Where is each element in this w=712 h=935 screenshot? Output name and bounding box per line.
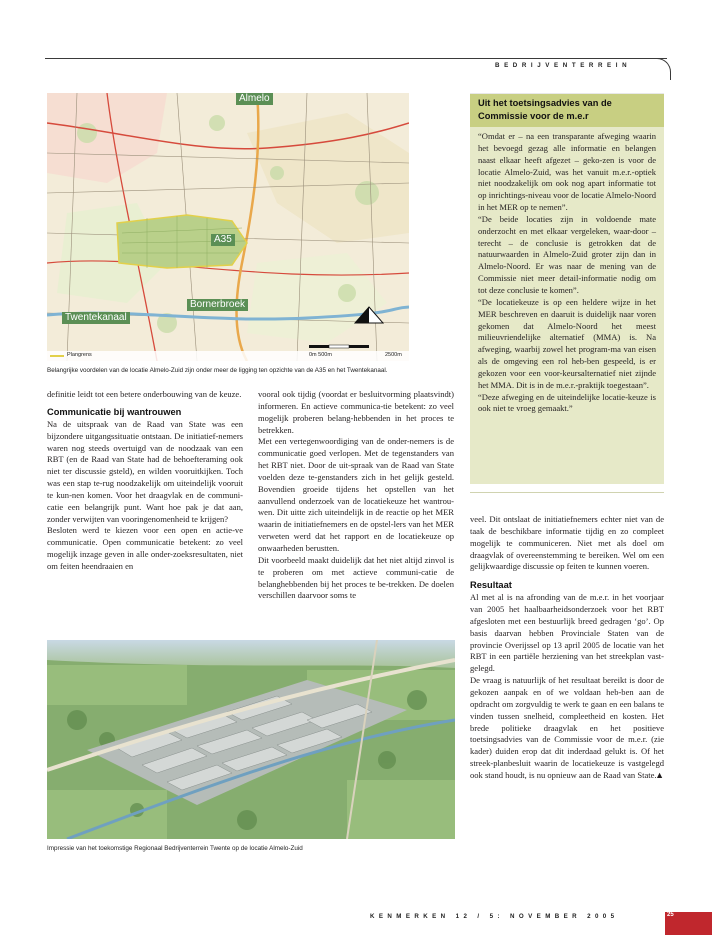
aerial-impression-image [47,640,455,839]
col1-para-3: Besloten werd te kiezen voor een open en actie-ve communicatie. Open communicatie betekent: zo veel mogelijk inzage geven in alle onder-zoeksresultaten, niet om feiten heendraaien en [47,525,243,571]
footer-issue: KENMERKEN 12 / 5: NOVEMBER 2005 [370,913,619,920]
column-3 [470,514,664,782]
col3-para-3: De vraag is natuurlijk of het resultaat bereikt is door de gekozen aanpak en of we voldaan heb-ben aan de opdracht om zorgvuldig te werk te gaan en een balans te vinden tussen snelheid, compleetheid en kosten. Het brede politieke draagvlak en het positieve toetsingsadvies van de Commissie voor de m.e.r. (zie kader) duiden erop dat dit inderdaad gelukt is. Of het streek-planbesluit waarin de locatiekeuze is vastgelegd ook stand houdt, is nu opnieuw aan de Raad van State. [470,675,664,780]
sidebar-quote-4: “Deze afweging en de uiteindelijke locatie-keuze is ook niet te vroeg gemaakt.” [478,391,656,414]
aerial-graphic [47,640,455,839]
column-2 [258,389,454,602]
col2-para-3: Dit voorbeeld maakt duidelijk dat het niet altijd zinvol is te proberen om met actieve communi-catie de belanghebbenden bij het proces te be-trekken. De doelen verschillen daarvoor soms te [258,554,454,601]
col3-para-2: Al met al is na afronding van de m.e.r. in het voorjaar van 2005 het haalbaarheidsonderzoek voor het RBT afgesloten met een bestuurlijk breed gedragen ‘go’. Op basis daarvan hebben Provinciale Staten van de provincie Overijssel op 13 april 2005 de locatie van het RBT in een partiële herziening van het streekplan vast-gelegd. [470,592,664,674]
page-number: 25 [667,912,674,918]
sidebar-body [478,131,656,415]
section-label: BEDRIJVENTERREIN [495,62,632,69]
plangrens-swatch [50,355,64,357]
sidebar-box [470,93,664,484]
location-map [47,93,409,361]
sidebar-footer-rule [470,484,664,493]
aerial-caption: Impressie van het toekomstige Regionaal Bedrijventerrein Twente op de locatie Almelo-Zuid [47,845,303,852]
col2-para-2: Met een vertegenwoordiging van de onder-nemers is de communicatie goed verlopen. Met de tegenstanders van het RBT niet. Door de uit-spraak van de Raad van State voelden deze te-genstanders zich in het gelijk gesteld. Bovendien groeide tijdens het opstellen van het aanvullend onderzoek van de locatiekeuze het wantrou-wen. Dit uitte zich uiteindelijk in de reactie op het MER waarin de initiatiefnemers en de opstel-lers van het MER verweten werd dat het rapport en de locatiekeuze op onwaarheden berustten. [258,436,454,553]
end-triangle-icon: ▲ [655,769,664,780]
heading-resultaat: Resultaat [470,580,512,591]
sidebar-title: Uit het toetsingsadvies van de Commissie voor de m.e.r [478,98,612,121]
top-rule [45,58,667,59]
scale-start-label: 0m 500m [309,352,332,358]
map-label-twentekanaal: Twentekanaal [62,312,130,324]
scale-end-label: 2500m [385,352,402,358]
sidebar-quote-1: “Omdat er – na een transparante afweging waarin het bevoegd gezag alle informatie en belangen naast elkaar heeft afgezet – geko-zen is voor de locatie Almelo-Zuid, was het vanuit m.e.r.-optiek niet noodzakelijk om ook nog apart informatie tot op inrichtings-niveau voor de locatie Almelo-Noord in het MER op te nemen”. [478,131,656,213]
sidebar-quote-2: “De beide locaties zijn in voldoende mate onderzocht en met elkaar vergeleken, waar-door – terecht – de conclusie is getrokken dat de natuurwaarden in Almelo-Zuid groter zijn dan in Almelo-Noord. Er was naar de mening van de Commissie niet meer detail-informatie nodig om tot deze conclusie te komen”. [478,213,656,295]
page-number-box [665,912,712,935]
map-caption: Belangrijke voordelen van de locatie Almelo-Zuid zijn onder meer de ligging ten opzichte van de A35 en het Twentekanaal. [47,367,388,374]
col2-para-1: vooral ook tijdig (voordat er besluitvorming plaatsvindt) informeren. En actieve communica-tie betekent: zo veel mogelijk proberen belang-hebbenden in het proces te betrekken. [258,389,454,435]
map-legend [47,351,409,361]
plangrens-label: Plangrens [67,352,92,358]
sidebar-quote-3: “De locatiekeuze is op een heldere wijze in het MER beschreven en daaruit is duidelijk naar voren gekomen dat Almelo-Noord het meest milieuvriendelijke alternatief (MMA) is. Na afweging, waarbij zowel het program-ma van eisen als de omgeving een rol heb-ben gespeeld, is er gekozen voor een voor-keursalternatief niet zijnde het MMA. Dit is in de m.e.r.-praktijk toegestaan”. [478,296,656,390]
map-label-bornerbroek: Bornerbroek [187,299,248,311]
map-label-almelo: Almelo [236,93,273,105]
heading-communicatie: Communicatie bij wantrouwen [47,406,182,417]
sidebar-header [470,93,664,127]
map-label-a35: A35 [211,234,235,246]
column-1 [47,389,243,573]
col3-para-1: veel. Dit ontslaat de initiatiefnemers echter niet van de taak de beschikbare informatie tijdig en zo compleet mogelijk te communiceren. Niet met als doel om draagvlak of overeenstemming te bereiken. Wel om een gelijkwaardige discussie op feiten te kunnen voeren. [470,514,664,572]
col1-para-1: definitie leidt tot een betere onderbouwing van de keuze. [47,389,242,399]
col1-para-2: Na de uitspraak van de Raad van State was een bijzondere uitgangssituatie ontstaan. De initiatief-nemers waren nog steeds overtuigd van de noodzaak van een RBT (en de Raad van State had de behoefteraming ook niet ter discussie gsteld), en wilden vooruitkijken. Toch was een stap te-rug noodzakelijk om uiteindelijk vooruit te kun-nen komen. Voor het draagvlak en de communi-catie een belangrijk punt. Want hoe pak je dat aan, zonder verwijten van vooringenomenheid te krijgen? [47,418,243,524]
